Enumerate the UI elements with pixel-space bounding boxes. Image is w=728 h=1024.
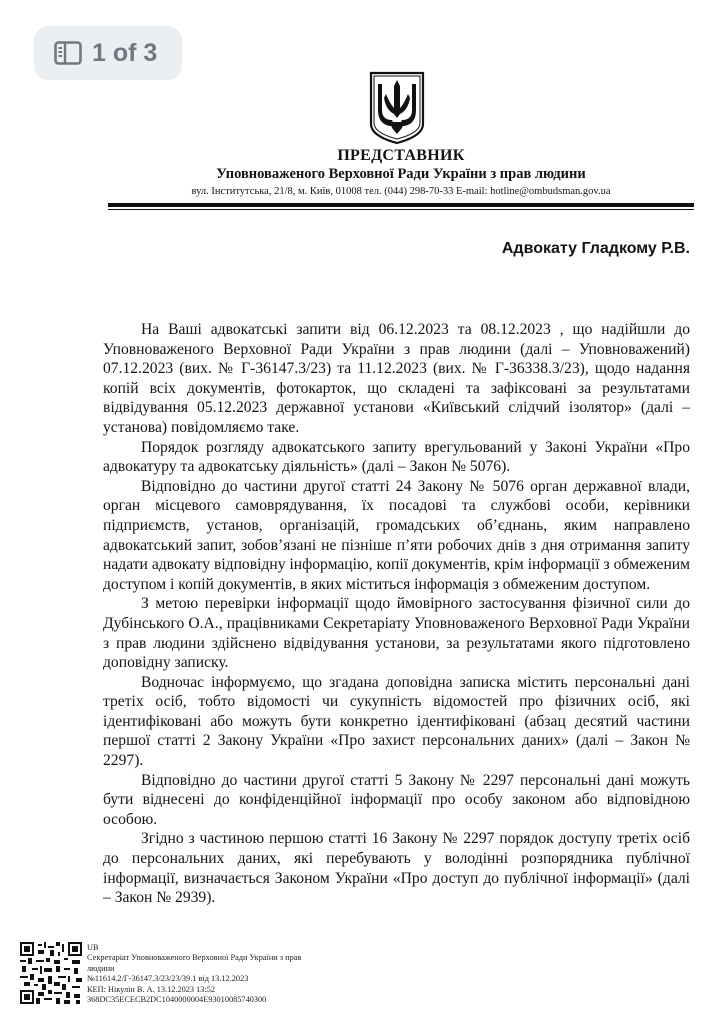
body-paragraph: Порядок розгляду адвокатського запиту врегульований у Законі України «Про адвокатуру та адвокатську діяльність» (далі – Закон № 5076).	[103, 438, 690, 476]
qr-code	[20, 942, 82, 1004]
digital-signature-block	[87, 943, 347, 1005]
signature-line: людини	[87, 963, 115, 973]
body-paragraph: Водночас інформуємо, що згадана доповідна записка містить персональні дані третіх осіб, тобто відомості чи сукупність відомостей про фізичних осіб, які ідентифіковані або можуть бути конкретно ідентифіковані (абзац десятий частини першої статті 2 Закону України «Про захист персональних даних» (далі – Закон № 2297).	[103, 673, 690, 770]
signature-line: Секретаріат Уповноваженого Верховної Ради України з прав	[87, 953, 302, 963]
issuer-subtitle: Уповноваженого Верховної Ради України з прав людини	[216, 166, 586, 182]
page-counter-text: 1 of 3	[92, 38, 158, 67]
letter-body	[103, 320, 690, 908]
body-paragraph: Відповідно до частини другої статті 24 Закону № 5076 орган державної влади, орган місцевого самоврядування, їх посадові та службові особи, керівники підприємств, установ, організацій, громадських об’єднань, яким направлено адвокатський запит, зобов’язані не пізніше п’яти робочих днів з дня отримання запиту надати адвокату відповідну інформацію, копії документів, крім інформації з обмеженим доступом і копій документів, в яких міститься інформація з обмеженим доступом.	[103, 477, 690, 593]
book-icon	[54, 41, 82, 65]
trident-emblem	[368, 70, 426, 146]
body-paragraph: Відповідно до частини другої статті 5 Закону № 2297 персональні дані можуть бути віднесені до конфіденційної інформації про особу законом або відповідною особою.	[103, 771, 690, 828]
addressee: Адвокату Гладкому Р.В.	[501, 240, 690, 257]
issuer-contacts: вул. Інститутська, 21/8, м. Київ, 01008 тел. (044) 298-70-33 E-mail: hotline@ombudsman.gov.ua	[191, 186, 611, 197]
page-counter-badge	[34, 26, 182, 80]
signature-line: 368DC35ECECB2DC1040000004E93010085740300	[87, 995, 267, 1005]
issuer-title: ПРЕДСТАВНИК	[337, 147, 465, 164]
body-paragraph: На Ваші адвокатські запити від 06.12.2023 та 08.12.2023 , що надійшли до Уповноваженого Верховної Ради України з прав людини (далі – Уповноважений) 07.12.2023 (вих. № Г-36147.3/23) та 11.12.2023 (вих. № Г-36338.3/23), щодо надання копій всіх документів, фотокарток, що складені та зафіксовані за результатами відвідування 05.12.2023 державної установи «Київський слідчий ізолятор» (далі – установа) повідомляємо таке.	[103, 321, 690, 436]
header-divider	[108, 203, 694, 207]
body-paragraph: З метою перевірки інформації щодо ймовірного застосування фізичної сили до Дубінського О.А., працівниками Секретаріату Уповноваженого Верховної Ради України з прав людини здійснено відвідування установи, за результатами якого підготовлено доповідну записку.	[103, 595, 690, 672]
header-divider-thin	[108, 209, 694, 210]
signature-line: №11614.2/Г-36147.3/23/23/39.1 від 13.12.2023	[87, 974, 249, 984]
signature-line: UB	[87, 943, 99, 952]
signature-line: КЕП: Нікулін В. А. 13.12.2023 13:52	[87, 984, 216, 994]
body-paragraph: Згідно з частиною першою статті 16 Закону № 2297 порядок доступу третіх осіб до персональних даних, які перебувають у володінні розпорядника публічної інформації, визначається Законом України «Про доступ до публічної інформації» (далі – Закон № 2939).	[103, 830, 690, 907]
